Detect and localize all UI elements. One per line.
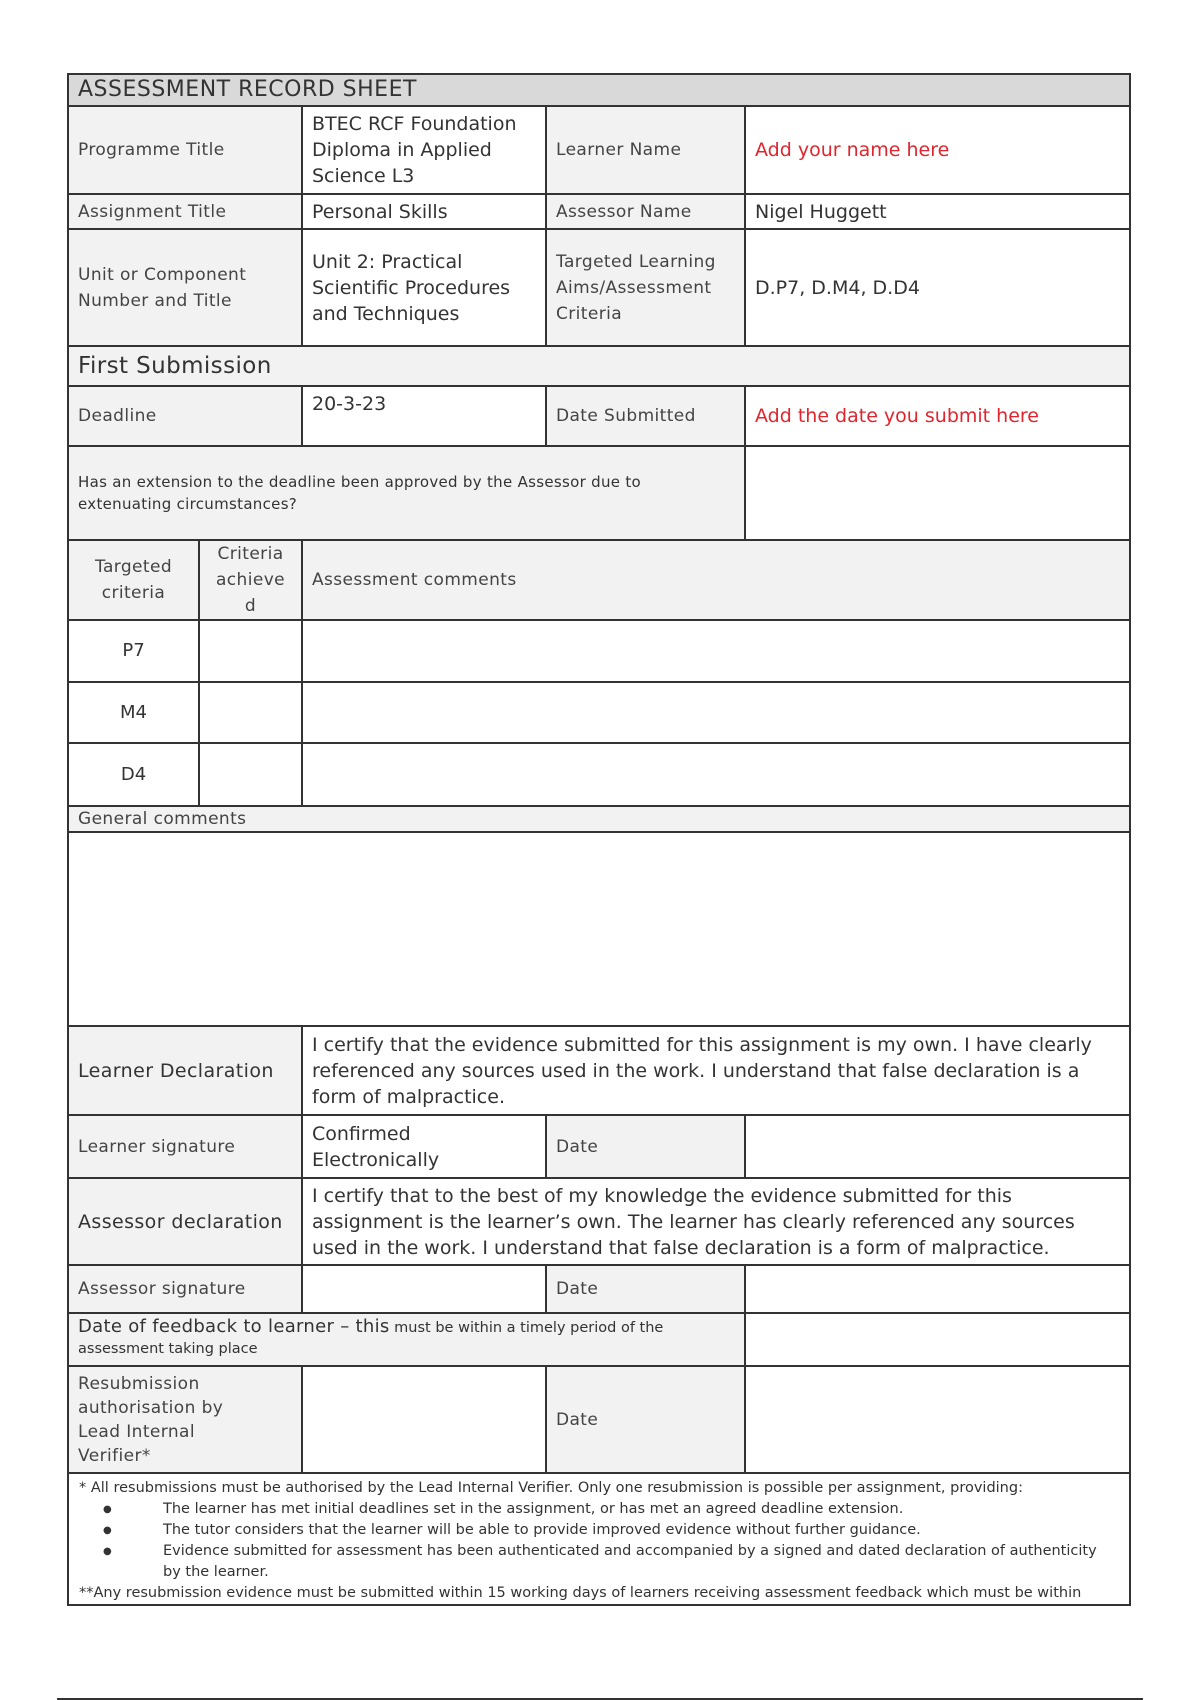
first-submission-row xyxy=(69,347,1129,387)
assessor-declaration-label: Assessor declaration xyxy=(69,1179,303,1264)
list-item: ● The tutor considers that the learner will be able to provide improved evidence without further guidance. xyxy=(103,1520,1119,1541)
extension-row xyxy=(69,447,1129,541)
unit-value: Unit 2: Practical Scientific Procedures and Techniques xyxy=(303,230,547,345)
deadline-value: 20-3-23 xyxy=(303,387,547,445)
general-comments-field[interactable] xyxy=(69,833,1129,1025)
date-submitted-field[interactable]: Add the date you submit here xyxy=(755,405,1039,427)
programme-row xyxy=(69,107,1129,195)
learner-declaration-row xyxy=(69,1027,1129,1116)
targeted-aims-value: D.P7, D.M4, D.D4 xyxy=(755,276,920,299)
assessor-signature-date-label: Date xyxy=(547,1266,746,1312)
criteria-header-row xyxy=(69,541,1129,621)
learner-signature-value: Confirmed Electronically xyxy=(303,1116,547,1177)
learner-signature-row xyxy=(69,1116,1129,1179)
criteria-achieved-field[interactable] xyxy=(200,744,303,805)
resubmission-date-label: Date xyxy=(547,1367,746,1472)
feedback-date-label-note: must be within a timely period of the assessment taking place xyxy=(78,1320,664,1357)
deadline-label: Deadline xyxy=(69,387,303,445)
sheet-title: ASSESSMENT RECORD SHEET xyxy=(69,75,1129,105)
learner-declaration-label: Learner Declaration xyxy=(69,1027,303,1114)
assessor-name-value: Nigel Huggett xyxy=(755,200,887,223)
feedback-date-label-main: Date of feedback to learner – this xyxy=(78,1316,390,1337)
learner-signature-date-field[interactable] xyxy=(746,1116,1129,1177)
general-comments-row xyxy=(69,833,1129,1027)
programme-label: Programme Title xyxy=(69,107,303,193)
criteria-code: M4 xyxy=(69,683,200,742)
deadline-row xyxy=(69,387,1129,447)
assessor-signature-field[interactable] xyxy=(303,1266,547,1312)
learner-signature-label: Learner signature xyxy=(69,1116,303,1177)
title-row xyxy=(69,75,1129,107)
targeted-aims-label: Targeted Learning Aims/Assessment Criteria xyxy=(547,230,746,345)
feedback-date-row xyxy=(69,1314,1129,1367)
resubmission-notes xyxy=(69,1474,1129,1604)
unit-row xyxy=(69,230,1129,347)
notes-intro: * All resubmissions must be authorised by the Lead Internal Verifier. Only one resubmission is possible per assignment, providing: xyxy=(79,1480,1023,1496)
criteria-code: D4 xyxy=(69,744,200,805)
resubmission-date-field[interactable] xyxy=(746,1367,1129,1472)
first-submission-heading: First Submission xyxy=(69,347,1129,385)
list-item: ● The learner has met initial deadlines set in the assignment, or has met an agreed deadline extension. xyxy=(103,1499,1119,1520)
notes-row xyxy=(69,1474,1129,1604)
assessor-declaration-text: I certify that to the best of my knowledge the evidence submitted for this assignment is the learner’s own. The learner has clearly referenced any sources used in the work. I understand that false declaration is a form of malpractice. xyxy=(312,1184,1075,1259)
learner-declaration-text: I certify that the evidence submitted for this assignment is my own. I have clearly referenced any sources used in the work. I understand that false declaration is a form of malpractice. xyxy=(312,1033,1092,1108)
assignment-row xyxy=(69,195,1129,230)
learner-name-label: Learner Name xyxy=(547,107,746,193)
assessor-signature-row xyxy=(69,1266,1129,1314)
criteria-achieved-header: Criteria achieved xyxy=(200,541,303,619)
programme-value: BTEC RCF Foundation Diploma in Applied Science L3 xyxy=(303,107,547,193)
table-row xyxy=(69,744,1129,807)
assessment-comment-field[interactable] xyxy=(303,621,1129,681)
notes-footer: **Any resubmission evidence must be submitted within 15 working days of learners receiving assessment feedback which must be within xyxy=(79,1585,1082,1601)
feedback-date-field[interactable] xyxy=(746,1314,1129,1365)
assessment-comment-field[interactable] xyxy=(303,744,1129,805)
table-row xyxy=(69,683,1129,744)
assessor-name-label: Assessor Name xyxy=(547,195,746,228)
assessor-signature-date-field[interactable] xyxy=(746,1266,1129,1312)
feedback-date-label xyxy=(69,1314,746,1365)
targeted-criteria-header: Targeted criteria xyxy=(69,541,200,619)
assessor-declaration-row xyxy=(69,1179,1129,1266)
criteria-achieved-field[interactable] xyxy=(200,621,303,681)
assignment-value: Personal Skills xyxy=(303,195,547,228)
resubmission-signature-field[interactable] xyxy=(303,1367,547,1472)
learner-name-field[interactable]: Add your name here xyxy=(755,139,950,161)
list-item: ● Evidence submitted for assessment has been authenticated and accompanied by a signed and dated declaration of authenticity by the learner. xyxy=(103,1541,1119,1583)
assessor-signature-label: Assessor signature xyxy=(69,1266,303,1312)
resubmission-label: Resubmission authorisation by Lead Internal Verifier* xyxy=(69,1367,303,1472)
criteria-achieved-field[interactable] xyxy=(200,683,303,742)
criteria-code: P7 xyxy=(69,621,200,681)
unit-label: Unit or Component Number and Title xyxy=(69,230,303,345)
assignment-label: Assignment Title xyxy=(69,195,303,228)
table-row xyxy=(69,621,1129,683)
resubmission-row xyxy=(69,1367,1129,1474)
extension-answer-field[interactable] xyxy=(746,447,1129,539)
general-comments-label-row xyxy=(69,807,1129,833)
date-submitted-label: Date Submitted xyxy=(547,387,746,445)
assessment-record-sheet xyxy=(67,73,1131,1606)
extension-question: Has an extension to the deadline been approved by the Assessor due to extenuating circumstances? xyxy=(69,447,746,539)
learner-signature-date-label: Date xyxy=(547,1116,746,1177)
assessment-comment-field[interactable] xyxy=(303,683,1129,742)
general-comments-label: General comments xyxy=(69,807,1129,831)
notes-bullet-list xyxy=(103,1499,1119,1583)
assessment-comments-header: Assessment comments xyxy=(312,570,517,590)
